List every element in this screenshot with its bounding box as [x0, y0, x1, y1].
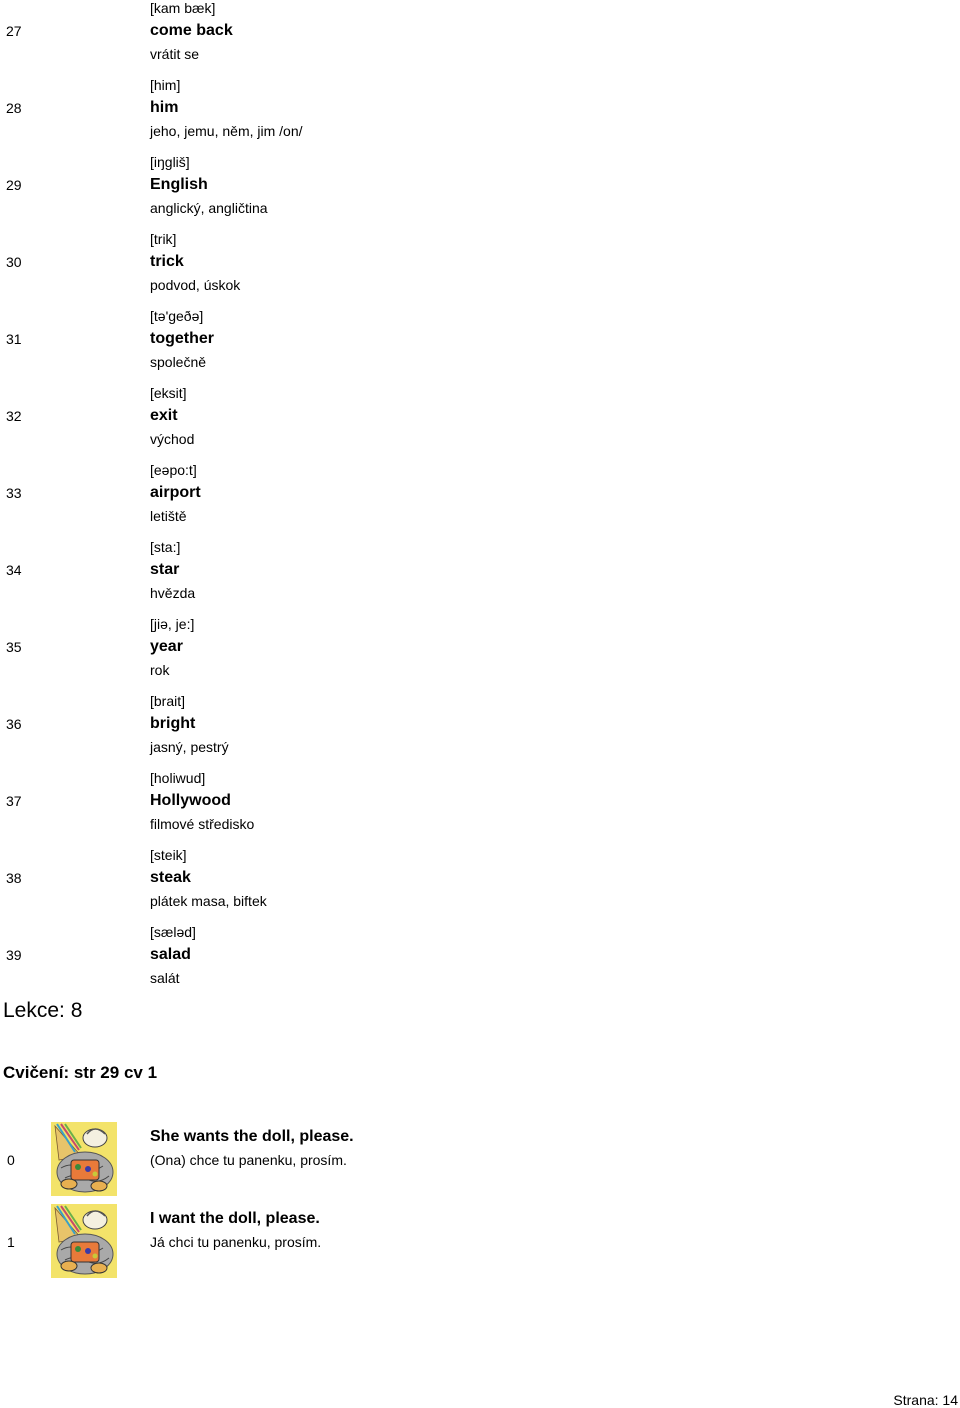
entry-number: 30: [6, 254, 22, 270]
pronunciation: [eksit]: [150, 385, 187, 401]
czech-translation: rok: [150, 662, 170, 678]
czech-translation: hvězda: [150, 585, 196, 601]
english-word: trick: [150, 253, 184, 270]
exercise-number: 0: [7, 1152, 15, 1168]
doll-illustration: [51, 1122, 117, 1196]
czech-translation: společně: [150, 354, 207, 370]
entry-number: 38: [6, 870, 22, 886]
pronunciation: [tə'geðə]: [150, 308, 204, 324]
entry-number: 31: [6, 331, 22, 347]
entry-number: 33: [6, 485, 22, 501]
english-word: steak: [150, 869, 191, 886]
lesson-heading: Lekce: 8: [3, 999, 83, 1022]
vocab-entry: [0, 770, 600, 847]
exercise-number: 1: [7, 1234, 15, 1250]
vocab-entry: [0, 616, 600, 693]
entry-number: 36: [6, 716, 22, 732]
entry-number: 34: [6, 562, 22, 578]
pronunciation: [kam bæk]: [150, 0, 216, 16]
pronunciation: [steik]: [150, 847, 187, 863]
vocab-entry: [0, 154, 600, 231]
czech-translation: vrátit se: [150, 46, 200, 62]
exercise-translation: Já chci tu panenku, prosím.: [150, 1234, 322, 1250]
vocab-entry: [0, 77, 600, 154]
entry-number: 27: [6, 23, 22, 39]
vocab-entry: [0, 0, 600, 77]
czech-translation: filmové středisko: [150, 816, 255, 832]
entry-number: 37: [6, 793, 22, 809]
czech-translation: anglický, angličtina: [150, 200, 268, 216]
page-number: Strana: 14: [893, 1392, 958, 1408]
english-word: together: [150, 330, 214, 347]
vocab-entry: [0, 308, 600, 385]
pronunciation: [eəpo:t]: [150, 462, 197, 478]
english-word: year: [150, 638, 183, 655]
english-word: Hollywood: [150, 792, 231, 809]
entry-number: 32: [6, 408, 22, 424]
english-word: airport: [150, 484, 201, 501]
english-word: him: [150, 99, 179, 116]
exercise-translation: (Ona) chce tu panenku, prosím.: [150, 1152, 347, 1168]
exercise-sentence: She wants the doll, please.: [150, 1128, 354, 1145]
pronunciation: [jiə, je:]: [150, 616, 195, 632]
czech-translation: východ: [150, 431, 195, 447]
english-word: English: [150, 176, 208, 193]
entry-number: 29: [6, 177, 22, 193]
exercise-entry: [0, 1122, 700, 1198]
vocab-entry: [0, 462, 600, 539]
pronunciation: [sta:]: [150, 539, 181, 555]
entry-number: 39: [6, 947, 22, 963]
english-word: salad: [150, 946, 191, 963]
pronunciation: [sæləd]: [150, 924, 196, 940]
vocab-entry: [0, 693, 600, 770]
czech-translation: plátek masa, biftek: [150, 893, 267, 909]
czech-translation: jeho, jemu, něm, jim /on/: [150, 123, 303, 139]
pronunciation: [iŋgliš]: [150, 154, 190, 170]
entry-number: 28: [6, 100, 22, 116]
pronunciation: [brait]: [150, 693, 186, 709]
pronunciation: [him]: [150, 77, 181, 93]
vocab-entry: [0, 385, 600, 462]
vocab-entry: [0, 231, 600, 308]
czech-translation: jasný, pestrý: [150, 739, 229, 755]
czech-translation: salát: [150, 970, 180, 986]
czech-translation: letiště: [150, 508, 187, 524]
english-word: come back: [150, 22, 233, 39]
exercise-entry: [0, 1204, 700, 1280]
vocab-entry: [0, 847, 600, 924]
english-word: star: [150, 561, 180, 578]
vocab-entry: [0, 924, 600, 1001]
english-word: exit: [150, 407, 178, 424]
doll-illustration: [51, 1204, 117, 1278]
pronunciation: [holiwud]: [150, 770, 206, 786]
vocab-entry: [0, 539, 600, 616]
pronunciation: [trik]: [150, 231, 177, 247]
exercise-sentence: I want the doll, please.: [150, 1210, 320, 1227]
exercise-title: Cvičení: str 29 cv 1: [3, 1063, 158, 1082]
czech-translation: podvod, úskok: [150, 277, 241, 293]
english-word: bright: [150, 715, 196, 732]
entry-number: 35: [6, 639, 22, 655]
